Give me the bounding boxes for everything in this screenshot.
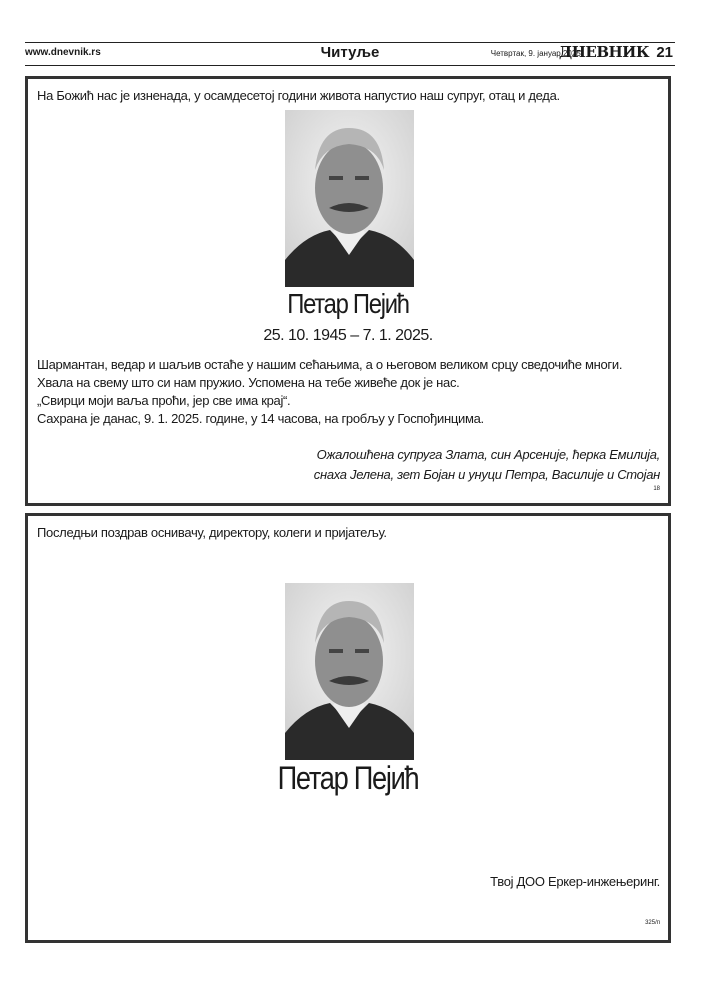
notice-body [37,356,622,428]
deceased-name: Петар Пејић [277,760,419,796]
portrait-photo [285,110,414,287]
body-line: „Свирци моји ваља проћи, јер све има крај“. [37,393,291,408]
body-line: Хвала на свему што си нам пружио. Успомена на тебе живеће док је нас. [37,375,460,390]
notice-intro: На Божић нас је изненада, у осамдесетој години живота напустио наш супруг, отац и деда. [37,88,560,103]
company-signature: Твој ДОО Еркер-инжењеринг. [490,874,660,889]
obituary-notice-1 [25,76,671,506]
page-number: 21 [656,44,673,61]
page-header [25,42,675,66]
signature-line: Ожалошћена супруга Злата, син Арсеније, ћерка Емилија, [316,447,660,462]
body-line: Сахрана је данас, 9. 1. 2025. године, у 14 часова, на гробљу у Госпођинцима. [37,411,484,426]
site-url[interactable]: www.dnevnik.rs [25,47,101,58]
life-dates: 25. 10. 1945 – 7. 1. 2025. [263,327,433,344]
newspaper-logo: ДНЕВНИК [558,43,649,61]
portrait-photo [285,583,414,760]
mourners-signature [314,445,660,485]
section-title: Читуље [320,44,380,61]
ad-code: 325/п [645,920,660,926]
body-line: Шармантан, ведар и шаљив остаће у нашим сећањима, а о његовом великом срцу сведочиће многи. [37,357,623,372]
ad-code: 18 [653,486,660,492]
notice-intro: Последњи поздрав оснивачу, директору, колеги и пријатељу. [37,525,387,540]
signature-line: снаха Јелена, зет Бојан и унуци Петра, Василије и Стојан [313,467,660,482]
obituary-notice-2 [25,513,671,943]
deceased-name: Петар Пејић [287,288,409,319]
issue-date: Четвртак, 9. јануар 2025. [490,49,583,58]
